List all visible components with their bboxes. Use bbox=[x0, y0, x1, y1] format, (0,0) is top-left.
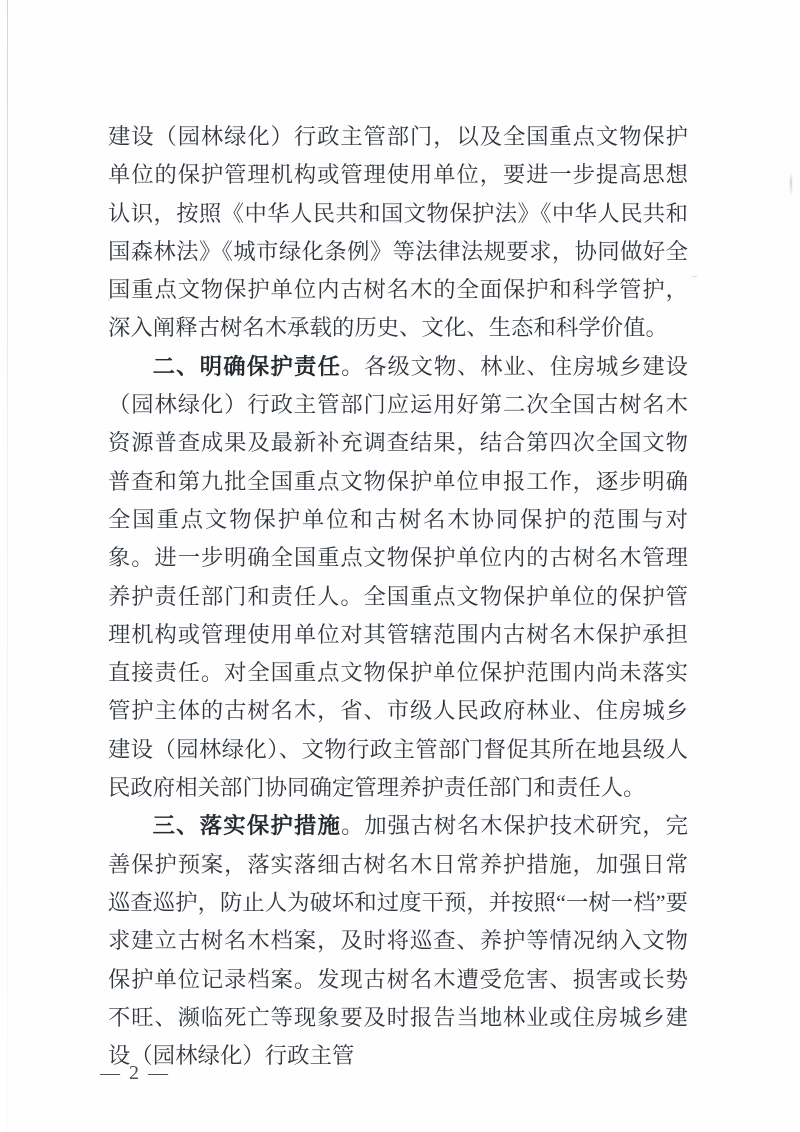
section-heading-three: 三、落实保护措施 bbox=[152, 813, 342, 840]
paragraph-section-two bbox=[108, 348, 688, 808]
document-text-column bbox=[108, 118, 688, 1075]
section-heading-two: 二、明确保护责任 bbox=[152, 353, 342, 380]
paragraph-text: 。各级文物、林业、住房城乡建设（园林绿化）行政主管部门应运用好第二次全国古树名木资源普查成果及最新补充调查结果，结合第四次全国文物普查和第九批全国重点文物保护单位申报工作，逐步明确全国重点文物保护单位和古树名木协同保护的范围与对象。进一步明确全国重点文物保护单位内的古树名木管理养护责任部门和责任人。全国重点文物保护单位的保护管理机构或管理使用单位对其管辖范围内古树名木保护承担直接责任。对全国重点文物保护单位保护范围内尚未落实管护主体的古树名木，省、市级人民政府林业、住房城乡建设（园林绿化）、文物行政主管部门督促其所在地县级人民政府相关部门协同确定管理养护责任部门和责任人。 bbox=[108, 353, 688, 801]
paragraph-text: 建设（园林绿化）行政主管部门，以及全国重点文物保护单位的保护管理机构或管理使用单位，要进一步提高思想认识，按照《中华人民共和国文物保护法》《中华人民共和国森林法》《城市绿化条例》等法律法规要求，协同做好全国重点文物保护单位内古树名木的全面保护和科学管护，深入阐释古树名木承载的历史、文化、生态和科学价值。 bbox=[108, 124, 688, 341]
page-number-footer: — 2 — bbox=[100, 1062, 170, 1084]
scan-speck-artifact bbox=[692, 276, 697, 277]
paragraph-text: 。加强古树名木保护技术研究，完善保护预案，落实落细古树名木日常养护措施，加强日常巡查巡护，防止人为破坏和过度干预，并按照“一树一档”要求建立古树名木档案，及时将巡查、养护等情况纳入文物保护单位记录档案。发现古树名木遭受危害、损害或长势不旺、濒临死亡等现象要及时报告当地林业或住房城乡建设（园林绿化）行政主管 bbox=[108, 813, 688, 1069]
paragraph-section-three bbox=[108, 807, 688, 1075]
paragraph-continued-section-one bbox=[108, 118, 688, 348]
scan-streak-artifact bbox=[790, 172, 792, 196]
scan-edge-line-icon bbox=[7, 0, 8, 1132]
page-left-margin-artifact bbox=[0, 0, 7, 1132]
